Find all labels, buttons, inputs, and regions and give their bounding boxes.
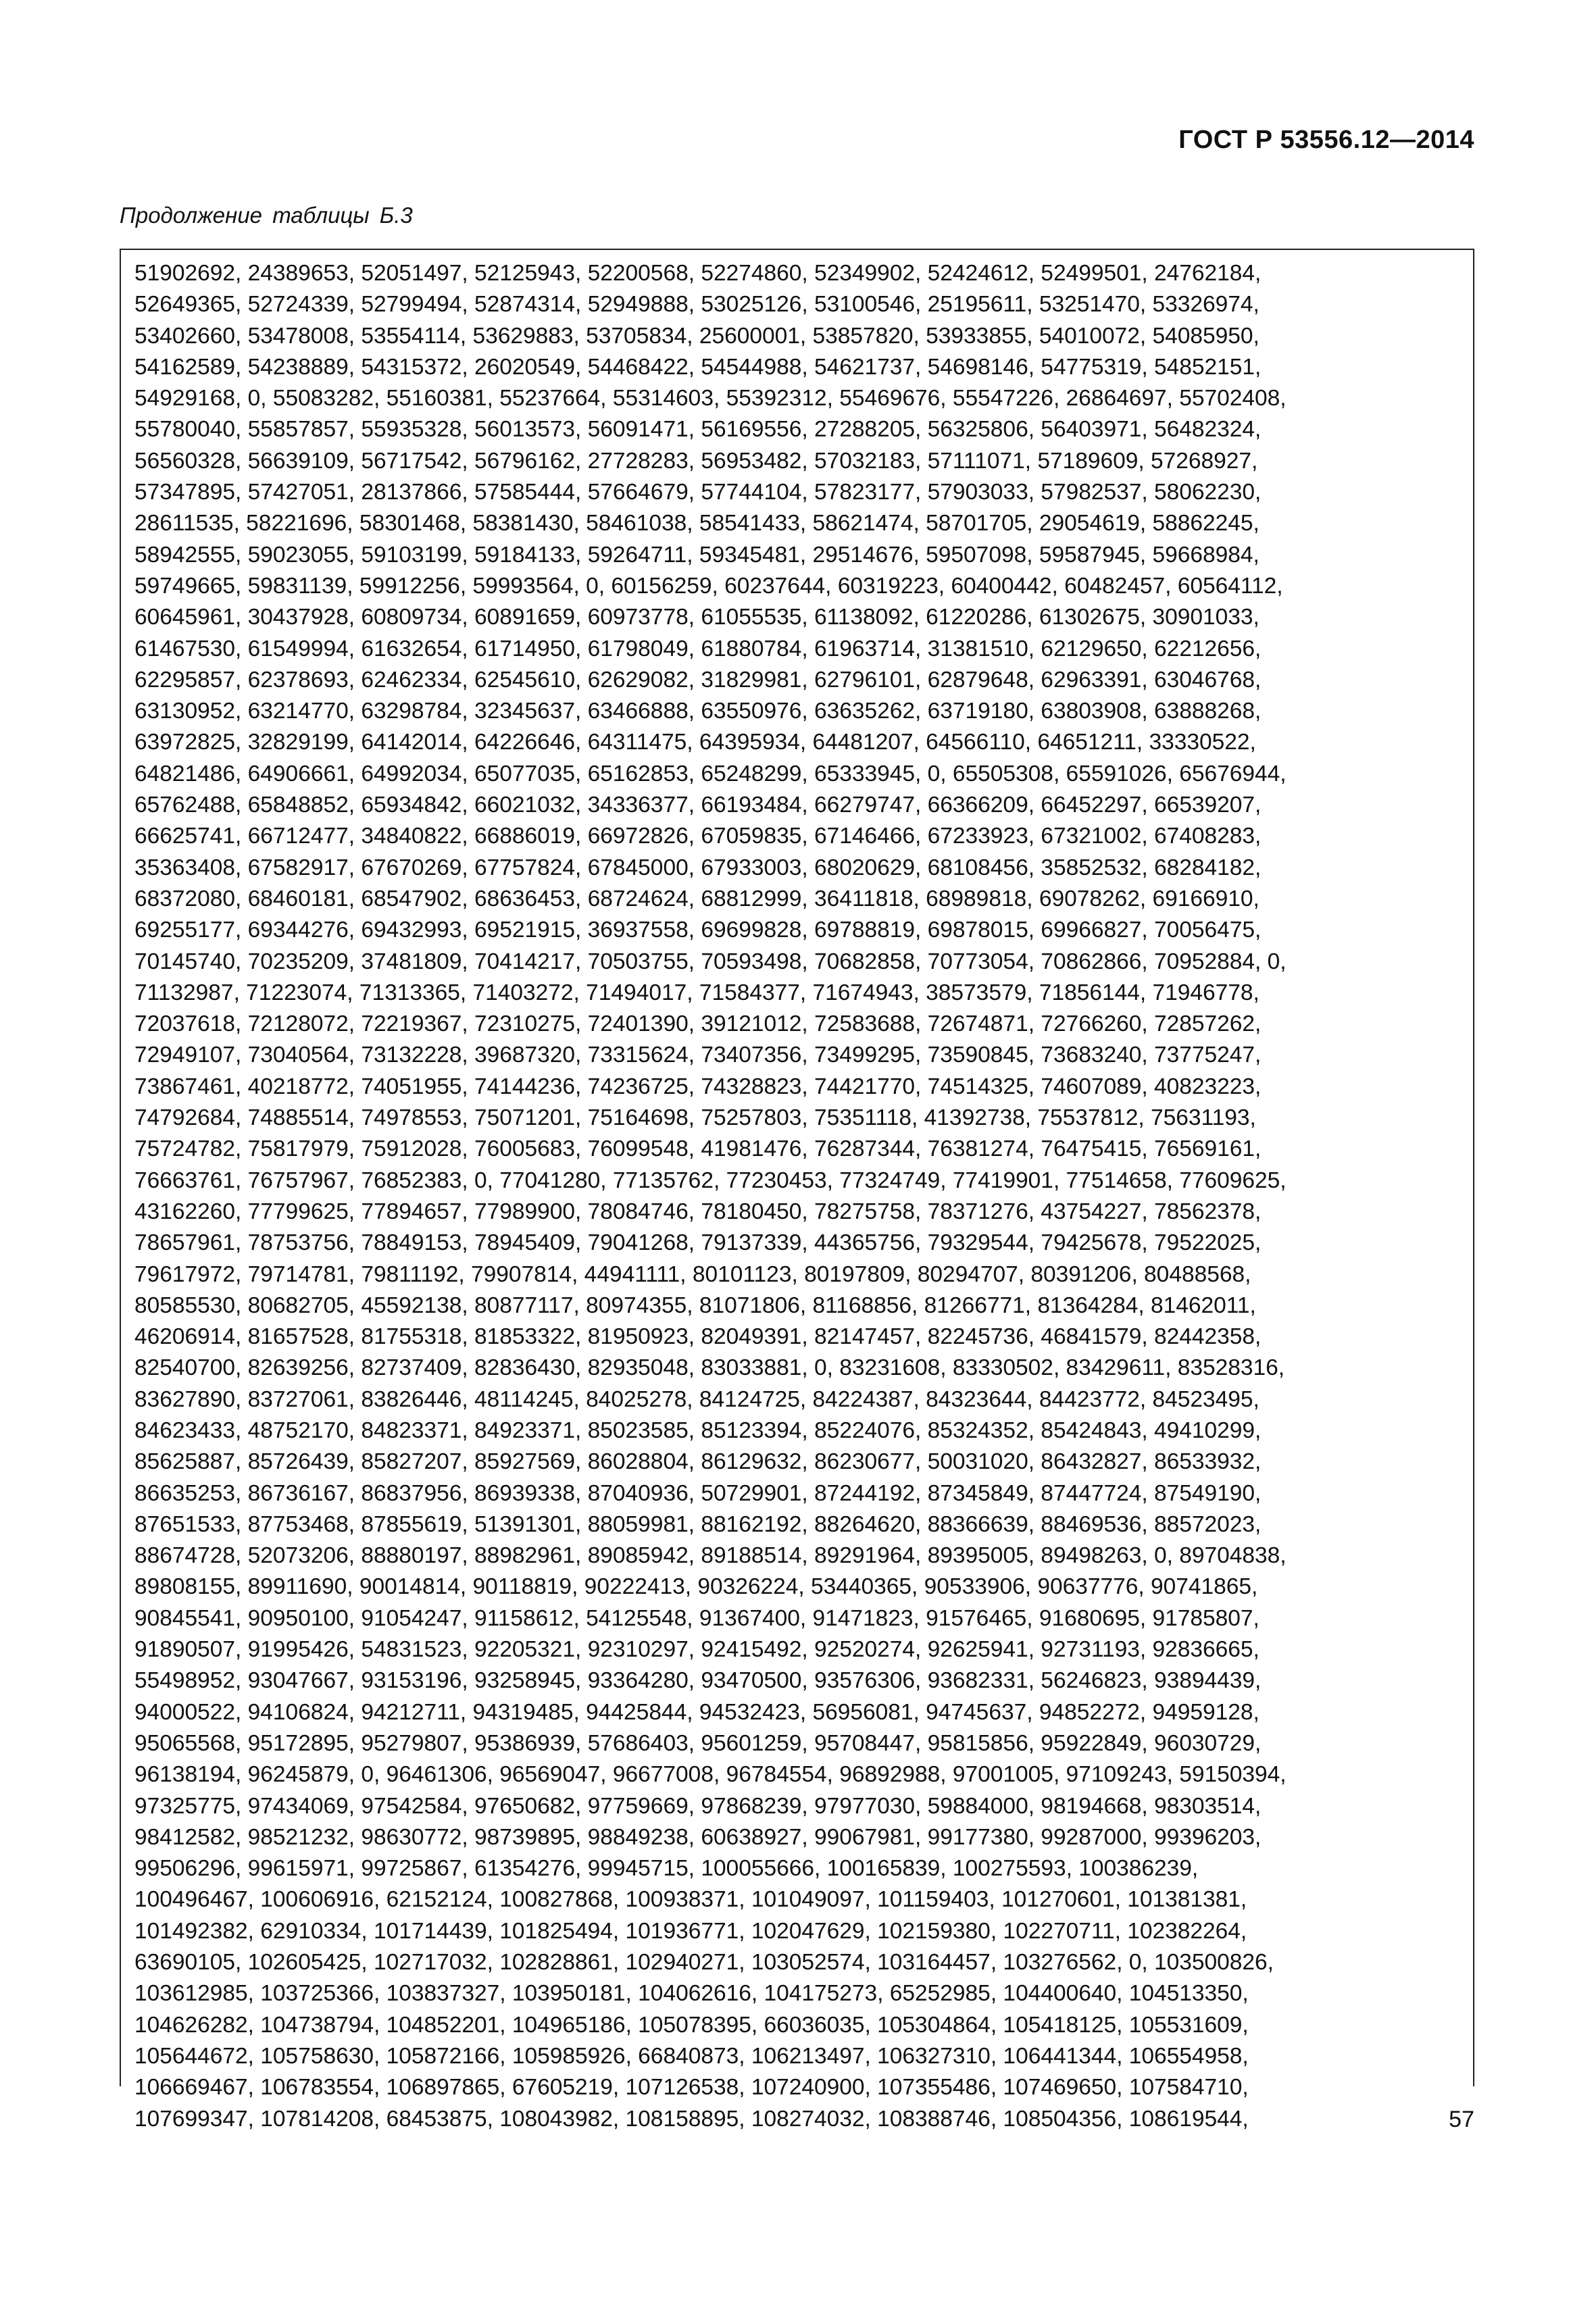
table-row: 74792684, 74885514, 74978553, 75071201, 75164698, 75257803, 75351118, 41392738, 75537812, 75631193, <box>134 1105 1256 1131</box>
table-row: 73867461, 40218772, 74051955, 74144236, 74236725, 74328823, 74421770, 74514325, 74607089, 40823223, <box>134 1074 1262 1099</box>
table-row: 83627890, 83727061, 83826446, 48114245, 84025278, 84124725, 84224387, 84323644, 84423772, 84523495, <box>134 1386 1260 1412</box>
table-row: 66625741, 66712477, 34840822, 66886019, 66972826, 67059835, 67146466, 67233923, 67321002, 67408283, <box>134 824 1262 849</box>
table-row: 70145740, 70235209, 37481809, 70414217, 70503755, 70593498, 70682858, 70773054, 70862866, 70952884, 0, <box>134 949 1287 974</box>
table-row: 96138194, 96245879, 0, 96461306, 96569047, 96677008, 96784554, 96892988, 97001005, 97109243, 59150394, <box>134 1762 1287 1788</box>
table-row: 63130952, 63214770, 63298784, 32345637, 63466888, 63550976, 63635262, 63719180, 63803908, 63888268, <box>134 699 1262 724</box>
table-row: 88674728, 52073206, 88880197, 88982961, 89085942, 89188514, 89291964, 89395005, 89498263, 0, 89704838, <box>134 1543 1287 1569</box>
table-row: 51902692, 24389653, 52051497, 52125943, 52200568, 52274860, 52349902, 52424612, 52499501, 24762184, <box>134 261 1262 286</box>
table-row: 80585530, 80682705, 45592138, 80877117, 80974355, 81071806, 81168856, 81266771, 81364284, 81462011, <box>134 1292 1256 1318</box>
table-row: 64821486, 64906661, 64992034, 65077035, 65162853, 65248299, 65333945, 0, 65505308, 65591026, 65676944, <box>134 761 1287 786</box>
table-row: 61467530, 61549994, 61632654, 61714950, 61798049, 61880784, 61963714, 31381510, 62129650, 62212656, <box>134 636 1262 661</box>
table-row: 105644672, 105758630, 105872166, 105985926, 66840873, 106213497, 106327310, 106441344, 106554958, <box>134 2043 1249 2069</box>
table-row: 100496467, 100606916, 62152124, 100827868, 100938371, 101049097, 101159403, 101270601, 101381381, <box>134 1887 1247 1913</box>
table-row: 98412582, 98521232, 98630772, 98739895, 98849238, 60638927, 99067981, 99177380, 99287000, 99396203, <box>134 1824 1262 1850</box>
table-row: 59749665, 59831139, 59912256, 59993564, 0, 60156259, 60237644, 60319223, 60400442, 60482457, 60564112, <box>134 573 1283 599</box>
table-row: 57347895, 57427051, 28137866, 57585444, 57664679, 57744104, 57823177, 57903033, 57982537, 58062230, <box>134 480 1262 505</box>
table-row: 54929168, 0, 55083282, 55160381, 55237664, 55314603, 55392312, 55469676, 55547226, 26864697, 55702408, <box>134 386 1287 411</box>
table-row: 76663761, 76757967, 76852383, 0, 77041280, 77135762, 77230453, 77324749, 77419901, 77514658, 77609625, <box>134 1167 1287 1193</box>
table-row: 43162260, 77799625, 77894657, 77989900, 78084746, 78180450, 78275758, 78371276, 43754227, 78562378, <box>134 1199 1262 1224</box>
table-row: 103612985, 103725366, 103837327, 103950181, 104062616, 104175273, 65252985, 104400640, 104513350, <box>134 1981 1249 2007</box>
table-row: 78657961, 78753756, 78849153, 78945409, 79041268, 79137339, 44365756, 79329544, 79425678, 79522025, <box>134 1230 1262 1256</box>
table-row: 56560328, 56639109, 56717542, 56796162, 27728283, 56953482, 57032183, 57111071, 57189609, 57268927, <box>134 448 1258 474</box>
table-row: 62295857, 62378693, 62462334, 62545610, 62629082, 31829981, 62796101, 62879648, 62963391, 63046768, <box>134 667 1262 693</box>
table-row: 86635253, 86736167, 86837956, 86939338, 87040936, 50729901, 87244192, 87345849, 87447724, 87549190, <box>134 1480 1262 1506</box>
table-row: 63690105, 102605425, 102717032, 102828861, 102940271, 103052574, 103164457, 103276562, 0, 103500826, <box>134 1950 1274 1976</box>
table-row: 53402660, 53478008, 53554114, 53629883, 53705834, 25600001, 53857820, 53933855, 54010072, 54085950, <box>134 323 1260 349</box>
table-row: 104626282, 104738794, 104852201, 104965186, 105078395, 66036035, 105304864, 105418125, 105531609, <box>134 2012 1249 2038</box>
table-row: 58942555, 59023055, 59103199, 59184133, 59264711, 59345481, 29514676, 59507098, 59587945, 59668984, <box>134 542 1260 568</box>
table-row: 55498952, 93047667, 93153196, 93258945, 93364280, 93470500, 93576306, 93682331, 56246823, 93894439, <box>134 1668 1262 1694</box>
table-row: 35363408, 67582917, 67670269, 67757824, 67845000, 67933003, 68020629, 68108456, 35852532, 68284182, <box>134 855 1262 880</box>
table-row: 79617972, 79714781, 79811192, 79907814, 44941111, 80101123, 80197809, 80294707, 80391206, 80488568, <box>134 1261 1251 1287</box>
table-row: 68372080, 68460181, 68547902, 68636453, 68724624, 68812999, 36411818, 68989818, 69078262, 69166910, <box>134 886 1260 911</box>
table-row: 89808155, 89911690, 90014814, 90118819, 90222413, 90326224, 53440365, 90533906, 90637776, 90741865, <box>134 1574 1258 1600</box>
table-row: 101492382, 62910334, 101714439, 101825494, 101936771, 102047629, 102159380, 102270711, 102382264, <box>134 1918 1247 1944</box>
table-row: 72037618, 72128072, 72219367, 72310275, 72401390, 39121012, 72583688, 72674871, 72766260, 72857262, <box>134 1011 1262 1037</box>
table-row: 87651533, 87753468, 87855619, 51391301, 88059981, 88162192, 88264620, 88366639, 88469536, 88572023, <box>134 1511 1262 1537</box>
table-row: 71132987, 71223074, 71313365, 71403272, 71494017, 71584377, 71674943, 38573579, 71856144, 71946778, <box>134 980 1260 1005</box>
standard-code: ГОСТ Р 53556.12—2014 <box>1178 126 1474 154</box>
table-row: 52649365, 52724339, 52799494, 52874314, 52949888, 53025126, 53100546, 25195611, 53251470, 53326974, <box>134 292 1260 318</box>
table-row: 60645961, 30437928, 60809734, 60891659, 60973778, 61055535, 61138092, 61220286, 61302675, 30901033, <box>134 605 1260 630</box>
table-caption: Продолжение таблицы Б.3 <box>120 203 413 228</box>
table-row: 107699347, 107814208, 68453875, 108043982, 108158895, 108274032, 108388746, 108504356, 108619544, <box>134 2106 1249 2132</box>
table-row: 90845541, 90950100, 91054247, 91158612, 54125548, 91367400, 91471823, 91576465, 91680695, 91785807, <box>134 1605 1260 1631</box>
table-row: 65762488, 65848852, 65934842, 66021032, 34336377, 66193484, 66279747, 66366209, 66452297, 66539207, <box>134 793 1262 818</box>
table-row: 99506296, 99615971, 99725867, 61354276, 99945715, 100055666, 100165839, 100275593, 100386239, <box>134 1856 1199 1882</box>
table-row: 91890507, 91995426, 54831523, 92205321, 92310297, 92415492, 92520274, 92625941, 92731193, 92836665, <box>134 1637 1260 1663</box>
table-row: 46206914, 81657528, 81755318, 81853322, 81950923, 82049391, 82147457, 82245736, 46841579, 82442358, <box>134 1324 1262 1350</box>
table-row: 85625887, 85726439, 85827207, 85927569, 86028804, 86129632, 86230677, 50031020, 86432827, 86533932, <box>134 1449 1262 1475</box>
table-row: 69255177, 69344276, 69432993, 69521915, 36937558, 69699828, 69788819, 69878015, 69966827, 70056475, <box>134 917 1262 943</box>
table-row: 28611535, 58221696, 58301468, 58381430, 58461038, 58541433, 58621474, 58701705, 29054619, 58862245, <box>134 511 1260 536</box>
table-row: 106669467, 106783554, 106897865, 67605219, 107126538, 107240900, 107355486, 107469650, 107584710, <box>134 2075 1249 2101</box>
table-row: 82540700, 82639256, 82737409, 82836430, 82935048, 83033881, 0, 83231608, 83330502, 83429611, 83528316, <box>134 1355 1285 1381</box>
table-row: 75724782, 75817979, 75912028, 76005683, 76099548, 41981476, 76287344, 76381274, 76475415, 76569161, <box>134 1136 1262 1162</box>
table-row: 95065568, 95172895, 95279807, 95386939, 57686403, 95601259, 95708447, 95815856, 95922849, 96030729, <box>134 1730 1262 1756</box>
table-row: 94000522, 94106824, 94212711, 94319485, 94425844, 94532423, 56956081, 94745637, 94852272, 94959128, <box>134 1699 1260 1725</box>
table-row: 54162589, 54238889, 54315372, 26020549, 54468422, 54544988, 54621737, 54698146, 54775319, 54852151, <box>134 354 1262 380</box>
page-number: 57 <box>1449 2107 1474 2132</box>
table-row: 97325775, 97434069, 97542584, 97650682, 97759669, 97868239, 97977030, 59884000, 98194668, 98303514, <box>134 1793 1262 1819</box>
table-row: 84623433, 48752170, 84823371, 84923371, 85023585, 85123394, 85224076, 85324352, 85424843, 49410299, <box>134 1417 1262 1443</box>
table-row: 63972825, 32829199, 64142014, 64226646, 64311475, 64395934, 64481207, 64566110, 64651211, 33330522, <box>134 730 1256 755</box>
table-row: 72949107, 73040564, 73132228, 39687320, 73315624, 73407356, 73499295, 73590845, 73683240, 73775247, <box>134 1042 1262 1068</box>
number-table <box>120 249 1474 2132</box>
table-row: 55780040, 55857857, 55935328, 56013573, 56091471, 56169556, 27288205, 56325806, 56403971, 56482324, <box>134 417 1262 443</box>
